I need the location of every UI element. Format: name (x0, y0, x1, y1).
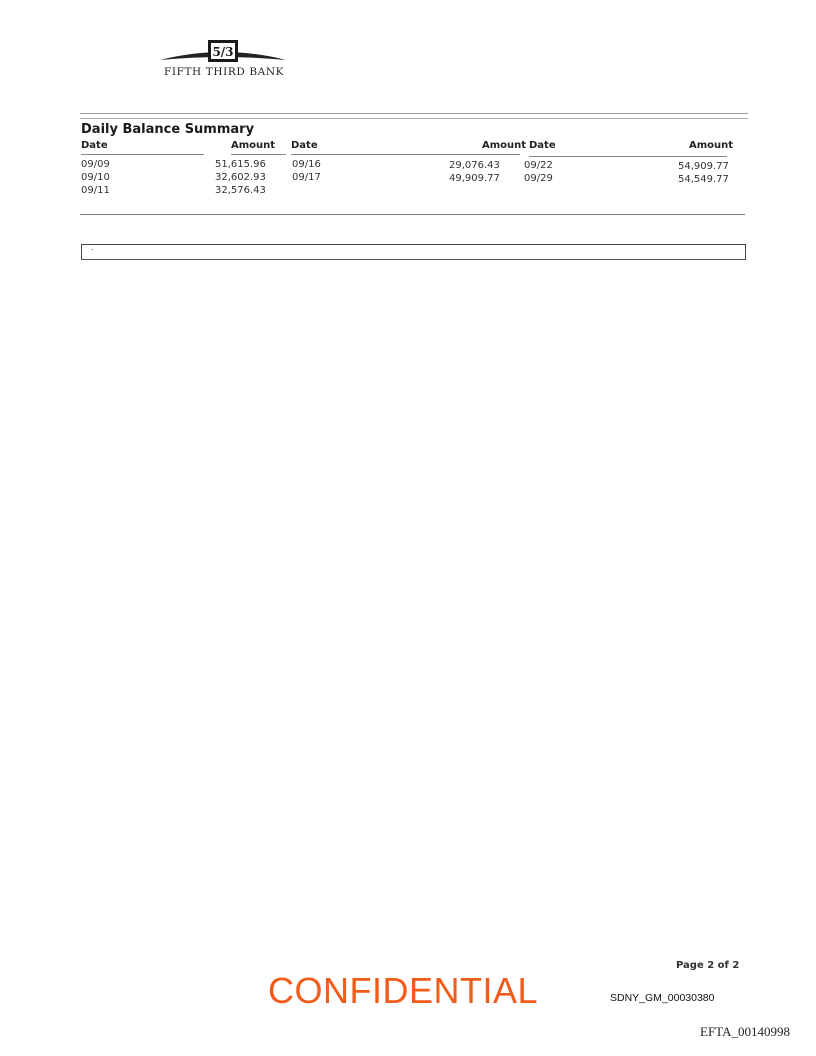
header-underline (529, 156, 689, 157)
balance-amount: 49,909.77 (449, 173, 500, 184)
page-number: Page 2 of 2 (676, 960, 740, 971)
table-bottom-divider (80, 214, 745, 215)
col-header-date-3: Date (529, 140, 556, 151)
bates-number: SDNY_GM_00030380 (610, 992, 715, 1004)
header-underline (451, 154, 520, 155)
efta-number: EFTA_00140998 (700, 1024, 790, 1039)
col-header-date-2: Date (291, 140, 318, 151)
header-underline (81, 154, 204, 155)
svg-text:5/3: 5/3 (212, 45, 234, 59)
section-title: Daily Balance Summary (81, 122, 255, 137)
col-header-amount-3: Amount (689, 140, 734, 151)
col-header-amount-1: Amount (231, 140, 276, 151)
fifth-third-logo-icon (158, 38, 288, 68)
header-underline (291, 154, 471, 155)
balance-amount: 29,076.43 (449, 160, 500, 171)
top-divider (80, 113, 748, 114)
balance-amount: 51,615.96 (215, 159, 266, 170)
balance-amount: 32,602.93 (215, 172, 266, 183)
empty-message-box (81, 244, 746, 260)
balance-amount: 32,576.43 (215, 185, 266, 196)
balance-date: 09/10 (81, 172, 110, 183)
balance-date: 09/17 (292, 172, 321, 183)
bank-name: FIFTH THIRD BANK (163, 66, 285, 78)
col-header-date-1: Date (81, 140, 108, 151)
balance-date: 09/11 (81, 185, 110, 196)
balance-date: 09/16 (292, 159, 321, 170)
top-divider-secondary (80, 118, 748, 119)
header-underline (677, 156, 727, 157)
balance-amount: 54,549.77 (678, 174, 729, 185)
col-header-amount-2: Amount (482, 140, 527, 151)
header-underline (231, 154, 286, 155)
balance-date: 09/29 (524, 173, 553, 184)
confidential-stamp: CONFIDENTIAL (268, 970, 539, 1011)
balance-date: 09/22 (524, 160, 553, 171)
box-mark (92, 249, 93, 250)
balance-date: 09/09 (81, 159, 110, 170)
bank-logo (158, 38, 288, 80)
balance-amount: 54,909.77 (678, 161, 729, 172)
